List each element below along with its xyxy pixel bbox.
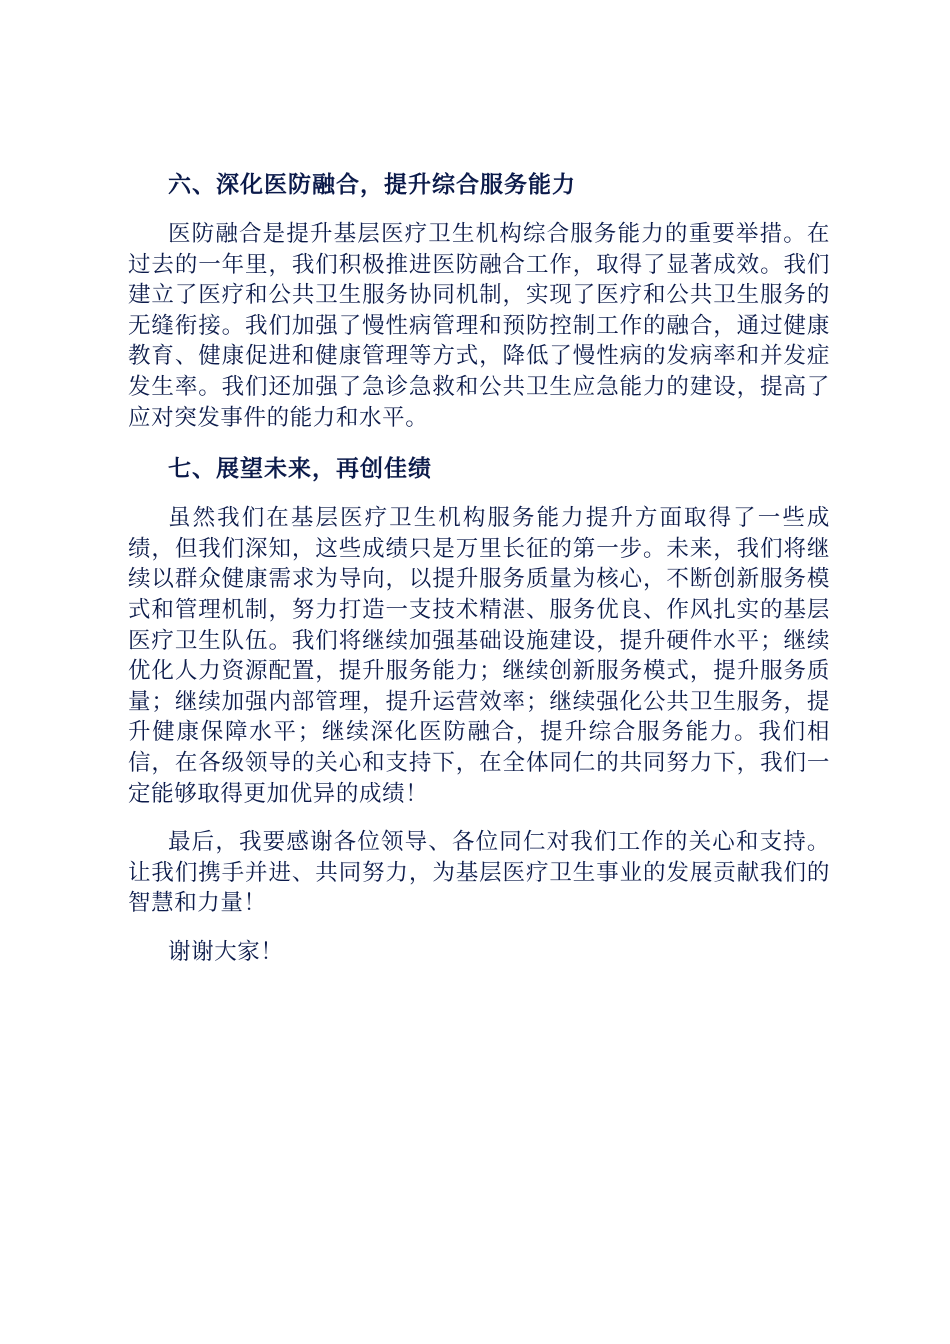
spacer: [128, 487, 830, 503]
thanks-line: 谢谢大家！: [168, 938, 284, 965]
spacer: [128, 809, 830, 827]
section-6-heading: 六、深化医防融合，提升综合服务能力: [168, 171, 576, 198]
section-7-paragraph: 虽然我们在基层医疗卫生机构服务能力提升方面取得了一些成绩，但我们深知，这些成绩只是万里长征的第一步。未来，我们将继续以群众健康需求为导向，以提升服务质量为核心，不断创新服务模式和管理机制，努力打造一支技术精湛、服务优良、作风扎实的基层医疗卫生队伍。我们将继续加强基础设施建设，提升硬件水平；继续优化人力资源配置，提升服务能力；继续创新服务模式，提升服务质量；继续加强内部管理，提升运营效率；继续强化公共卫生服务，提升健康保障水平；继续深化医防融合，提升综合服务能力。我们相信，在各级领导的关心和支持下，在全体同仁的共同努力下，我们一定能够取得更加优异的成绩！: [128, 505, 830, 807]
spacer: [128, 919, 830, 937]
closing-paragraph: 最后，我要感谢各位领导、各位同仁对我们工作的关心和支持。让我们携手并进、共同努力，为基层医疗卫生事业的发展贡献我们的智慧和力量！: [128, 829, 830, 917]
spacer: [128, 203, 830, 219]
section-7-heading: 七、展望未来，再创佳绩: [168, 455, 432, 483]
document-body: [128, 167, 830, 967]
section-6-paragraph: 医防融合是提升基层医疗卫生机构综合服务能力的重要举措。在过去的一年里，我们积极推进医防融合工作，取得了显著成效。我们建立了医疗和公共卫生服务协同机制，实现了医疗和公共卫生服务的无缝衔接。我们加强了慢性病管理和预防控制工作的融合，通过健康教育、健康促进和健康管理等方式，降低了慢性病的发病率和并发症发生率。我们还加强了急诊急救和公共卫生应急能力的建设，提高了应对突发事件的能力和水平。: [128, 221, 830, 431]
spacer: [128, 433, 830, 451]
